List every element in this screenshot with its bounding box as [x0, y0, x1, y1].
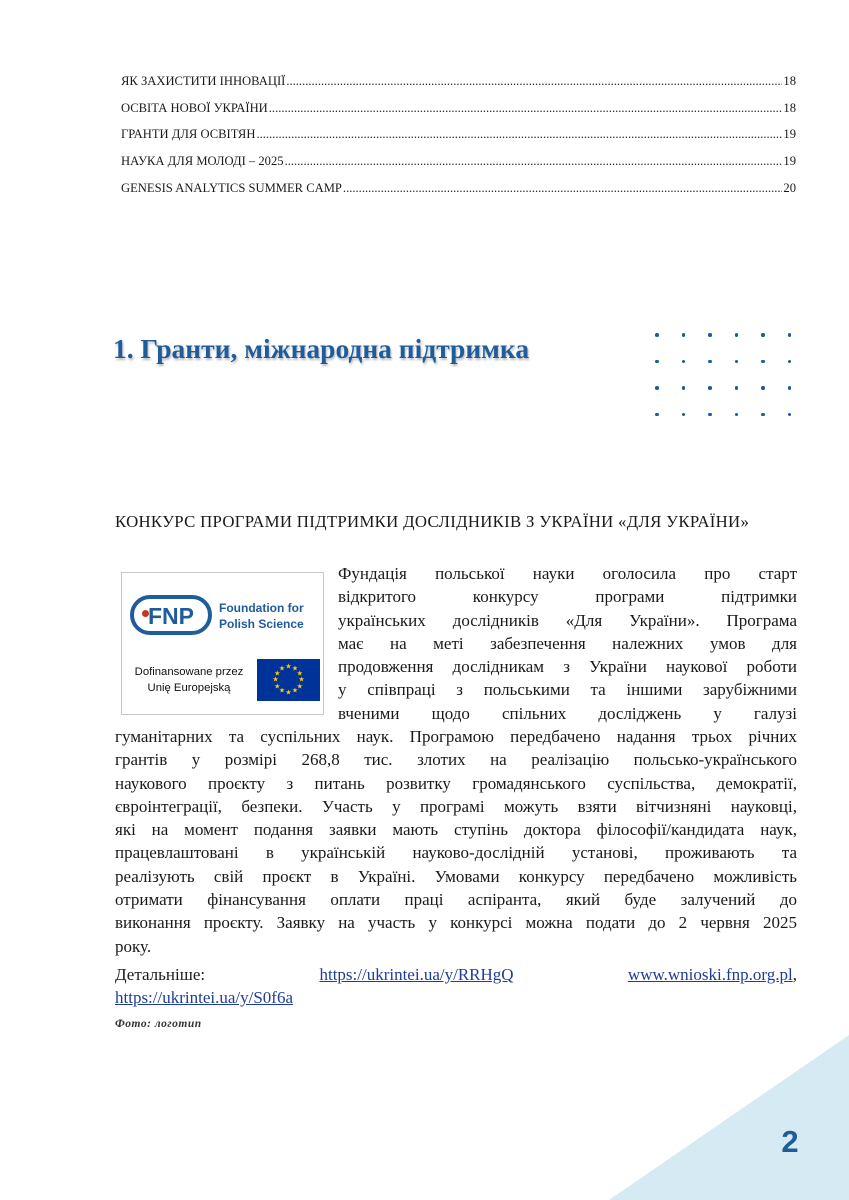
grid-dot [655, 413, 659, 417]
details-links-row [115, 963, 797, 986]
eu-star-icon: ★ [278, 686, 286, 695]
grid-dot [735, 360, 739, 364]
toc-entry[interactable] [121, 154, 796, 181]
grid-dot [655, 386, 659, 390]
page-number: 2 [781, 1124, 799, 1159]
text-line: гуманітарних та суспільних наук. Програмою передбачено надання трьох річних [115, 727, 797, 746]
text-line: у співпраці з польськими та іншими зарубіжними [338, 680, 797, 700]
grid-dot [708, 413, 712, 417]
grid-dot [761, 333, 765, 337]
text-line: виконання проєкту. Заявку на участь у конкурсі можна подати до 2 червня 2025 [115, 913, 797, 933]
fnp-logo-letters: FNP [148, 603, 194, 629]
toc-leader-dots [286, 74, 782, 89]
decorative-corner-triangle [609, 1035, 849, 1200]
toc-entry-title: ГРАНТИ ДЛЯ ОСВІТЯН [121, 127, 256, 142]
grid-dot [761, 413, 765, 417]
grid-dot [735, 386, 739, 390]
grid-dot [735, 413, 739, 417]
eu-star-icon: ★ [274, 669, 281, 677]
section-heading: 1. Гранти, міжнародна підтримка [113, 333, 530, 364]
grid-dot [682, 413, 686, 417]
toc-leader-dots [285, 154, 783, 169]
toc-entry[interactable] [121, 74, 796, 101]
toc-entry-page: 18 [783, 100, 796, 115]
grid-dot [788, 413, 792, 417]
eu-cofunding-note [125, 664, 253, 696]
eu-star-icon: ★ [298, 675, 305, 684]
fnp-logo-name-line: Foundation for [219, 601, 304, 615]
grid-dot [708, 386, 712, 390]
toc-entry-page: 19 [783, 154, 796, 169]
eu-star-icon: ★ [291, 664, 299, 673]
text-line: вченими щодо спільних досліджень у галузі [338, 703, 797, 723]
text-line: які на момент подання заявки мають ступінь доктора філософії/кандидата наук, [115, 820, 797, 840]
photo-caption: Фото: логотип [115, 1018, 202, 1030]
eu-star-icon: ★ [274, 682, 281, 690]
grid-dot [682, 386, 686, 390]
text-line: наукового проєкту з питань розвитку громадянського суспільства, демократії, [115, 773, 797, 793]
link-group: www.wnioski.fnp.org.pl, [627, 965, 797, 984]
grid-dot [788, 360, 792, 364]
eu-flag-icon [257, 659, 320, 701]
toc-leader-dots [256, 127, 782, 142]
details-label: Детальніше: [115, 965, 206, 984]
table-of-contents [121, 74, 796, 207]
eu-cofunding-line: Dofinansowane przez [134, 666, 244, 678]
eu-star-icon: ★ [296, 669, 303, 677]
toc-entry-title: НАУКА ДЛЯ МОЛОДІ – 2025 [121, 154, 284, 169]
eu-cofunding-line: Unię Europejską [147, 682, 231, 694]
grid-dot [655, 333, 659, 337]
text-line: євроінтеграції, безпеки. Участь у програмі можуть взяти вітчизняні науковці, [115, 796, 797, 816]
article-title: КОНКУРС ПРОГРАМИ ПІДТРИМКИ ДОСЛІДНИКІВ З УКРАЇНИ «ДЛЯ УКРАЇНИ» [115, 512, 750, 531]
text-line: реалізують свій проєкт в Україні. Умовами конкурсу передбачено можливість [115, 866, 797, 886]
fnp-logo-badge [130, 595, 212, 635]
text-line: грантів у розмірі 268,8 тис. злотих на реалізацію польсько-українського [115, 750, 797, 770]
article-body-text [115, 725, 797, 958]
toc-entry-title: ЯК ЗАХИСТИТИ ІННОВАЦІЇ [121, 74, 286, 88]
toc-leader-dots [343, 181, 782, 196]
link-ukrintei-s0f6a[interactable]: https://ukrintei.ua/y/S0f6a [115, 988, 294, 1008]
fnp-logo-name [219, 600, 323, 632]
grid-dot [708, 333, 712, 337]
text-line: продовження дослідникам з України наукової роботи [338, 657, 797, 677]
grid-dot [655, 360, 659, 364]
toc-entry-title: ОСВІТА НОВОЇ УКРАЇНИ [121, 100, 268, 115]
grid-dot [761, 360, 765, 364]
toc-entry[interactable] [121, 127, 796, 154]
grid-dot [788, 333, 792, 337]
toc-entry-page: 20 [783, 180, 796, 195]
toc-leader-dots [269, 101, 783, 116]
text-line: отримати фінансування оплати праці аспіранта, який буде залучений до [115, 890, 797, 910]
grid-dot [735, 333, 739, 337]
toc-entry-title: GENESIS ANALYTICS SUMMER CAMP [121, 180, 342, 195]
details-links [115, 963, 797, 1010]
toc-entry[interactable] [121, 181, 796, 208]
toc-entry-page: 19 [783, 127, 796, 142]
link-ukrintei-rrhgq[interactable]: https://ukrintei.ua/y/RRHgQ [319, 965, 514, 984]
link-wnioski-fnp[interactable]: www.wnioski.fnp.org.pl [627, 965, 793, 984]
details-links-row [115, 986, 797, 1009]
text-line: року. [115, 936, 152, 956]
text-line: Фундація польської науки оголосила про старт [338, 564, 797, 583]
grid-dot [788, 386, 792, 390]
grid-dot [682, 333, 686, 337]
grid-dot [708, 360, 712, 364]
grid-dot [761, 386, 765, 390]
text-line: українських дослідників «Для України». Програма [338, 610, 797, 630]
eu-star-icon: ★ [278, 664, 286, 673]
eu-star-icon: ★ [272, 675, 279, 684]
eu-star-icon: ★ [285, 688, 292, 697]
fnp-logo-name-line: Polish Science [219, 617, 304, 631]
text-line: працевлаштовані в українській науково-дослідній установі, проживають та [115, 843, 797, 863]
eu-star-icon: ★ [291, 686, 299, 695]
decorative-dot-grid [655, 333, 795, 425]
toc-entry[interactable] [121, 101, 796, 128]
toc-entry-page: 18 [783, 74, 796, 88]
article-intro-text [338, 562, 797, 725]
text-line: має на меті забезпечення належних умов для [338, 633, 797, 653]
text-line: відкритого конкурсу програми підтримки [338, 587, 797, 607]
eu-star-icon: ★ [285, 662, 292, 671]
grid-dot [682, 360, 686, 364]
fnp-logo-image [121, 572, 324, 715]
eu-star-icon: ★ [296, 682, 303, 690]
